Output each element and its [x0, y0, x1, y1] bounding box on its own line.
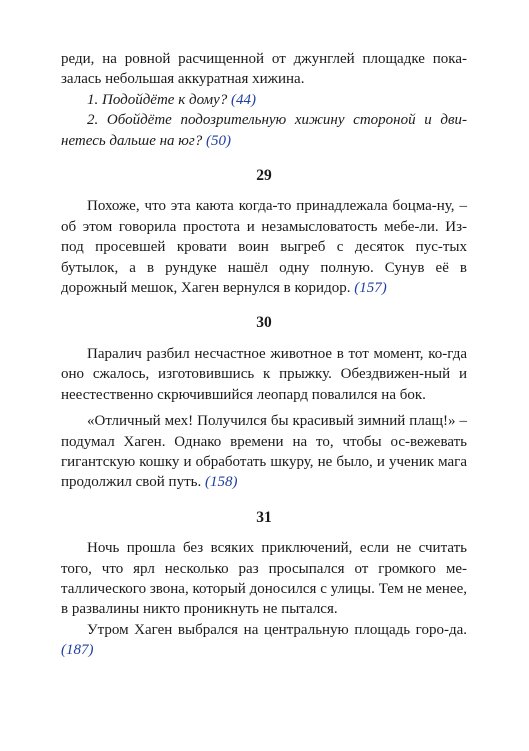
- section-number: 31: [256, 508, 272, 526]
- section-link[interactable]: (187): [61, 642, 94, 659]
- choice-1: [61, 90, 467, 110]
- paragraph-text: Паралич разбил несчастное животное в тот момент, ко-гда оно сжалось, изготовившись к прыжку. Обездвижен-ный и неестественно скрючившийся леопард повалился на бок.: [61, 345, 467, 403]
- section-link[interactable]: (158): [204, 474, 238, 491]
- intro-line-2: залась небольшая аккуратная хижина.: [61, 71, 305, 88]
- choice-2-text: 2. Обойдёте подозрительную хижину стороной и дви-нетесь дальше на юг?: [61, 112, 467, 149]
- section-paragraph: [61, 196, 467, 298]
- choice-2: [61, 110, 467, 151]
- section-paragraph: [61, 620, 467, 661]
- section-paragraph: [61, 411, 467, 493]
- paragraph-text: Ночь прошла без всяких приключений, если не считать того, что ярл несколько раз просыпался от громкого ме-таллического звона, который доносился с улицы. Тем не менее, в развалины никто проникнуть не пытался.: [61, 540, 467, 618]
- section-paragraph: [61, 538, 467, 620]
- choice-1-link[interactable]: (44): [230, 91, 256, 108]
- section-paragraph: [61, 344, 467, 405]
- section-number: 30: [256, 314, 272, 332]
- section-link[interactable]: (157): [354, 280, 387, 297]
- intro-paragraph: [61, 49, 467, 90]
- paragraph-text: Утром Хаген выбрался на центральную площадь горо-да.: [87, 621, 467, 638]
- book-page: [61, 49, 467, 661]
- intro-line-1: реди, на ровной расчищенной от джунглей площадке пока-: [61, 51, 467, 67]
- choice-1-text: 1. Подойдёте к дому?: [87, 91, 231, 108]
- section-number: 29: [256, 167, 272, 185]
- paragraph-text: «Отличный мех! Получился бы красивый зимний плащ!» – подумал Хаген. Однако времени на то, чтобы ос-вежевать гигантскую кошку и обработать шкуру, не было, и ученик мага продолжил свой путь.: [61, 413, 467, 491]
- choice-2-link[interactable]: (50): [205, 132, 231, 149]
- paragraph-text: Похоже, что эта каюта когда-то принадлежала боцма-ну, – об этом говорила простота и незамысловатость мебе-ли. Из-под просевшей кровати воин выгреб с десяток пус-тых бутылок, а в рундуке нашёл одну полную. Сунув её в дорожный мешок, Хаген вернулся в коридор.: [61, 198, 467, 297]
